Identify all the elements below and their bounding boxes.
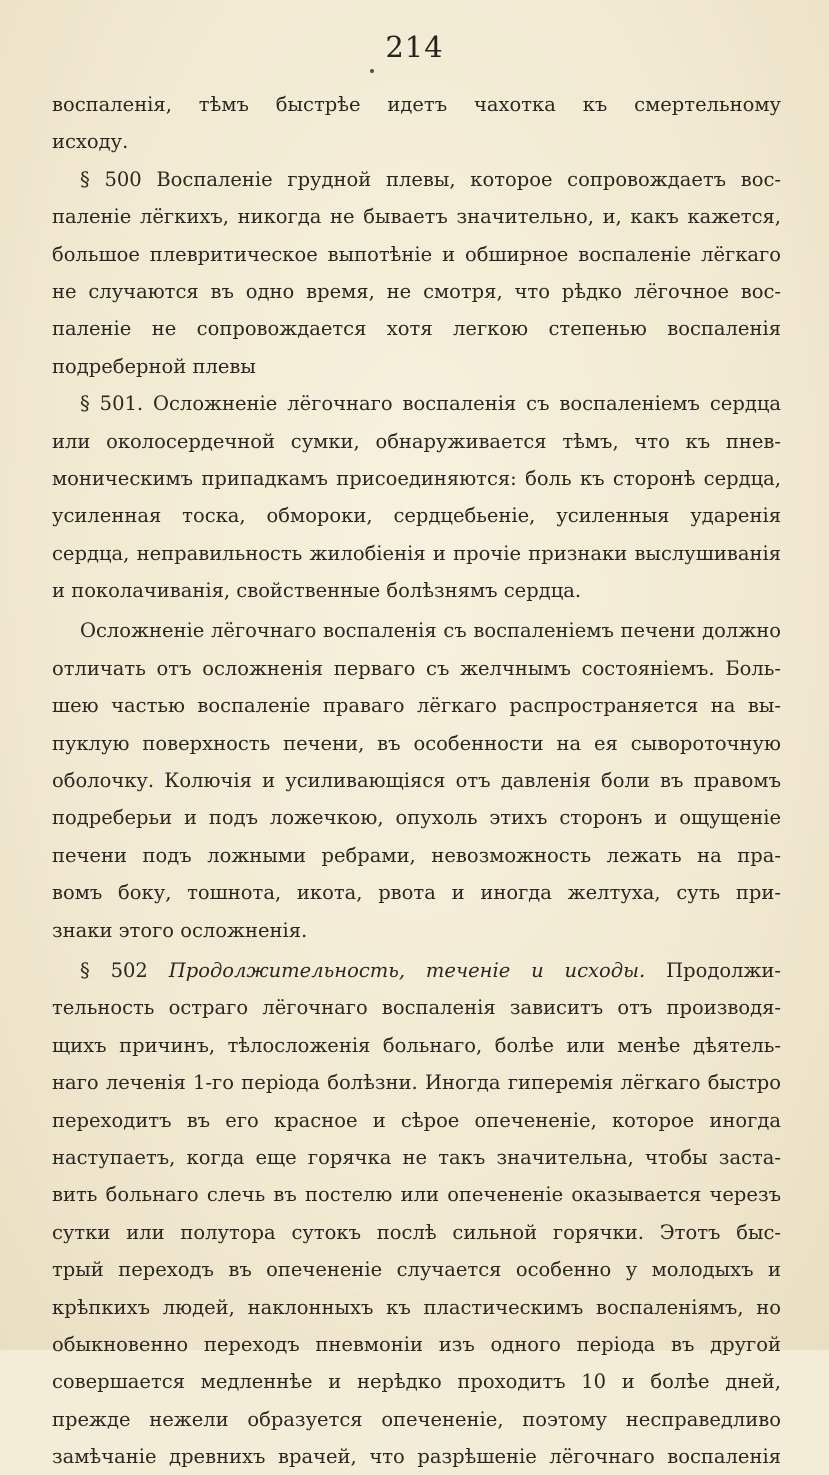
- text-line: тельность остраго лёгочнаго воспаленія зависитъ отъ производя-: [52, 996, 781, 1020]
- ink-dot: [370, 69, 374, 73]
- paragraph-liver-complication: [52, 612, 781, 949]
- text-line: вомъ боку, тошнота, икота, рвота и иногда желтуха, суть при-: [52, 881, 781, 905]
- text-line: вить больнаго слечь въ постелю или опечененіе оказывается черезъ: [52, 1183, 781, 1207]
- text-line: моническимъ припадкамъ присоединяются: боль къ сторонѣ сердца,: [52, 466, 781, 490]
- text-line: наго леченія 1-го періода болѣзни. Иногда гиперемія лёгкаго быстро: [52, 1071, 781, 1095]
- text-line: паленіе лёгкихъ, никогда не бываетъ значительно, и, какъ кажется,: [52, 205, 781, 229]
- text-line: сердца, неправильность жилобіенія и прочіе признаки выслушиванія: [52, 541, 781, 565]
- section-title: Продолжительность, теченіе и исходы.: [168, 958, 646, 982]
- text-line: щихъ причинъ, тѣлосложенія больнаго, болѣе или менѣе дѣятель-: [52, 1033, 781, 1057]
- text-line: печени подъ ложными ребрами, невозможность лежать на пра-: [52, 843, 781, 867]
- text-line: знаки этого осложненія.: [52, 918, 308, 942]
- text-line: воспаленія, тѣмъ быстрѣе идетъ чахотка къ смертельному: [52, 93, 781, 116]
- section-number: § 502: [80, 958, 148, 982]
- paragraph-section-500: [52, 161, 781, 385]
- text-line: усиленная тоска, обмороки, сердцебьеніе, усиленныя ударенія: [52, 504, 781, 528]
- text-line: обыкновенно переходъ пневмоніи изъ одного періода въ другой: [52, 1332, 781, 1356]
- text-line: прежде нежели образуется опечененіе, поэтому несправедливо: [52, 1407, 781, 1431]
- text-line: наступаетъ, когда еще горячка не такъ значительна, чтобы заста-: [52, 1145, 781, 1169]
- text-line: сутки или полутора сутокъ послѣ сильной горячки. Этотъ быс-: [52, 1220, 781, 1244]
- text-line: большое плевритическое выпотѣніе и обширное воспаленіе лёгкаго: [52, 242, 781, 266]
- paragraph-continuation: [52, 86, 781, 161]
- text-line: совершается медленнѣе и нерѣдко проходитъ 10 и болѣе дней,: [52, 1370, 781, 1394]
- page-body: [52, 86, 781, 1475]
- text-line: отличать отъ осложненія перваго съ желчнымъ состояніемъ. Боль-: [52, 656, 781, 680]
- text-line: паленіе не сопровождается хотя легкою степенью воспаленія: [52, 317, 781, 341]
- page-number: 214: [385, 30, 444, 64]
- text-line: оболочку. Колючія и усиливающіяся отъ давленія боли въ правомъ: [52, 769, 781, 793]
- text-line: и поколачиванія, свойственные болѣзнямъ сердца.: [52, 579, 582, 603]
- text-line-tail: Продолжи-: [645, 958, 781, 982]
- paragraph-section-501: [52, 385, 781, 609]
- text-line: не случаются въ одно время, не смотря, что рѣдко лёгочное вос-: [52, 279, 781, 303]
- text-line: § 500 Воспаленіе грудной плевы, которое сопровождаетъ вос-: [80, 167, 781, 191]
- text-line: подреберьи и подъ ложечкою, опухоль этихъ сторонъ и ощущеніе: [52, 806, 781, 830]
- text-line: § 501. Осложненіе лёгочнаго воспаленія съ воспаленіемъ сердца: [80, 392, 781, 416]
- text-line: Осложненіе лёгочнаго воспаленія съ воспаленіемъ печени должно: [80, 619, 781, 643]
- text-line-heading: [52, 952, 781, 989]
- text-line: крѣпкихъ людей, наклонныхъ къ пластическимъ воспаленіямъ, но: [52, 1295, 781, 1319]
- text-line: переходитъ въ его красное и сѣрое опечененіе, которое иногда: [52, 1108, 781, 1132]
- text-line: исходу.: [52, 130, 129, 154]
- text-line: подреберной плевы: [52, 354, 256, 378]
- text-line: трый переходъ въ опечененіе случается особенно у молодыхъ и: [52, 1258, 781, 1282]
- text-line: или околосердечной сумки, обнаруживается тѣмъ, что къ пнев-: [52, 429, 781, 453]
- text-line: пуклую поверхность печени, въ особенности на ея сывороточную: [52, 731, 781, 755]
- text-line: шею частью воспаленіе праваго лёгкаго распространяется на вы-: [52, 694, 781, 718]
- text-line: замѣчаніе древнихъ врачей, что разрѣшеніе лёгочнаго воспаленія: [52, 1445, 781, 1469]
- paragraph-section-502: [52, 952, 781, 1475]
